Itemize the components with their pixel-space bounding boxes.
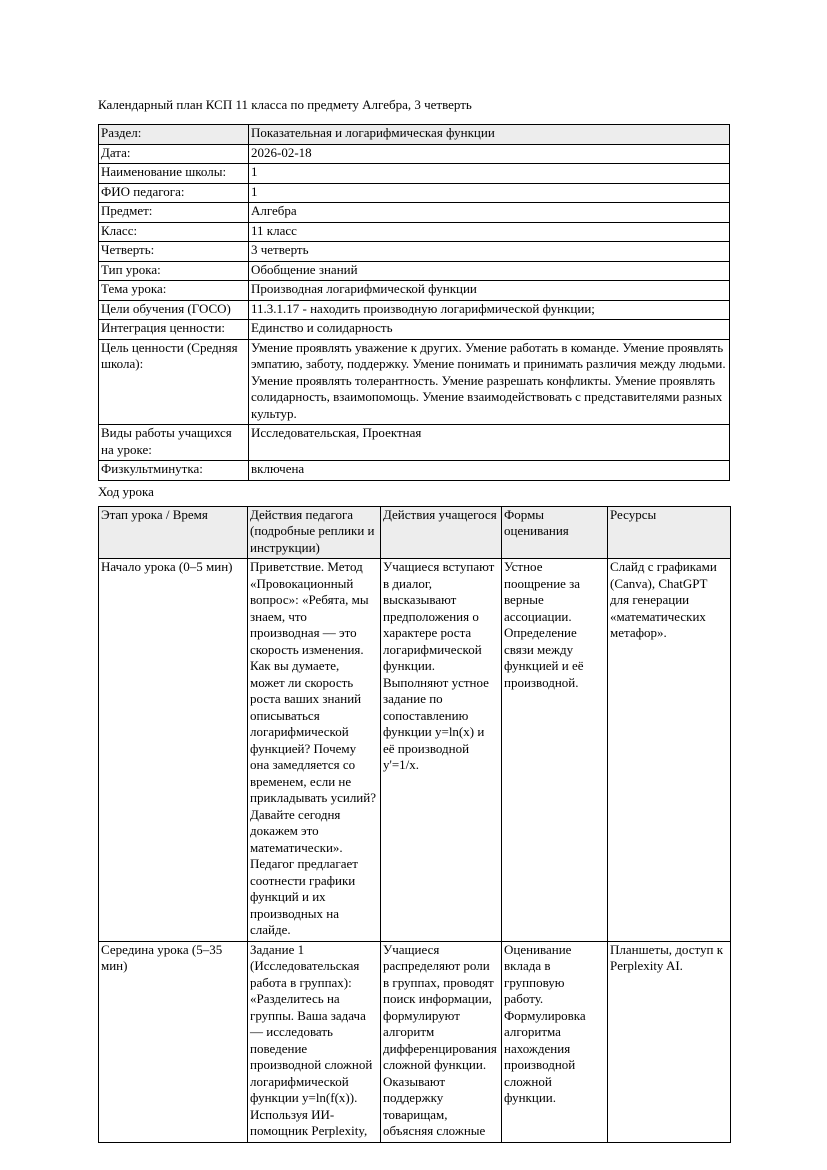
header-resources: Ресурсы — [608, 506, 731, 559]
section-heading: Ход урока — [98, 483, 154, 499]
info-label: Физкультминутка: — [99, 461, 249, 481]
lesson-info-table — [98, 124, 730, 481]
info-label: Предмет: — [99, 203, 249, 223]
header-teacher-actions: Действия педагога (подробные реплики и инструкции) — [248, 506, 381, 559]
info-label: Тип урока: — [99, 261, 249, 281]
document-title: Календарный план КСП 11 класса по предмету Алгебра, 3 четверть — [98, 97, 472, 112]
cell-teacher-actions: Задание 1 (Исследовательская работа в группах): «Разделитесь на группы. Ваша задача — исследовать поведение производной сложной логарифмической функции y=ln(f(x)). Используя ИИ-помощник Perplexity, — [248, 941, 381, 1142]
cell-student-actions: Учащиеся вступают в диалог, высказывают предположения о характере роста логарифмической функции. Выполняют устное задание по сопоставлению функции y=ln(x) и её производной y'=1/x. — [381, 559, 502, 942]
cell-student-actions: Учащиеся распределяют роли в группах, проводят поиск информации, формулируют алгоритм дифференцирования сложной функции. Оказывают поддержку товарищам, объясняя сложные — [381, 941, 502, 1142]
info-value: Умение проявлять уважение к других. Умение работать в команде. Умение проявлять эмпатию, заботу, поддержку. Умение понимать и принимать различия между людьми. Умение проявлять толерантность. Умение разрешать конфликты. Умение проявлять солидарность, взаимопомощь. Умение взаимодействовать с представителями разных культур. — [249, 339, 730, 425]
info-row-values-integration — [99, 320, 730, 340]
header-student-actions: Действия учащегося — [381, 506, 502, 559]
info-label: ФИО педагога: — [99, 183, 249, 203]
info-row-teacher-name — [99, 183, 730, 203]
info-label: Класс: — [99, 222, 249, 242]
info-value: Алгебра — [249, 203, 730, 223]
info-row-lesson-topic — [99, 281, 730, 301]
info-value: 1 — [249, 164, 730, 184]
info-value: 11.3.1.17 - находить производную логарифмической функции; — [249, 300, 730, 320]
info-value: Обобщение знаний — [249, 261, 730, 281]
header-assessment: Формы оценивания — [502, 506, 608, 559]
info-label: Наименование школы: — [99, 164, 249, 184]
info-row-goals — [99, 300, 730, 320]
info-value: Единство и солидарность — [249, 320, 730, 340]
cell-assessment: Устное поощрение за верные ассоциации. Определение связи между функцией и её производной. — [502, 559, 608, 942]
info-label: Цель ценности (Средняя школа): — [99, 339, 249, 425]
info-row-values-goal — [99, 339, 730, 425]
info-row-subject — [99, 203, 730, 223]
info-label: Виды работы учащихся на уроке: — [99, 425, 249, 461]
info-row-work-types — [99, 425, 730, 461]
info-row-quarter — [99, 242, 730, 262]
info-row-lesson-type — [99, 261, 730, 281]
info-value: Производная логарифмической функции — [249, 281, 730, 301]
lesson-row-start — [99, 559, 731, 942]
info-value: 1 — [249, 183, 730, 203]
info-value: 11 класс — [249, 222, 730, 242]
info-row-class — [99, 222, 730, 242]
info-label: Раздел: — [99, 125, 249, 145]
info-label: Дата: — [99, 144, 249, 164]
info-value: 3 четверть — [249, 242, 730, 262]
info-row-razdel — [99, 125, 730, 145]
info-row-date — [99, 144, 730, 164]
info-label: Четверть: — [99, 242, 249, 262]
info-row-school — [99, 164, 730, 184]
info-label: Интеграция ценности: — [99, 320, 249, 340]
cell-resources: Слайд с графиками (Canva), ChatGPT для генерации «математических метафор». — [608, 559, 731, 942]
lesson-header-row — [99, 506, 731, 559]
header-stage: Этап урока / Время — [99, 506, 248, 559]
info-label: Тема урока: — [99, 281, 249, 301]
cell-resources: Планшеты, доступ к Perplexity AI. — [608, 941, 731, 1142]
info-row-phys-minute — [99, 461, 730, 481]
info-label: Цели обучения (ГОСО) — [99, 300, 249, 320]
info-value: Показательная и логарифмическая функции — [249, 125, 730, 145]
info-value: включена — [249, 461, 730, 481]
info-value: Исследовательская, Проектная — [249, 425, 730, 461]
info-value: 2026-02-18 — [249, 144, 730, 164]
cell-teacher-actions: Приветствие. Метод «Провокационный вопрос»: «Ребята, мы знаем, что производная — это скорость изменения. Как вы думаете, может ли скорость роста ваших знаний описываться логарифмической функцией? Почему она замедляется со временем, если не прикладывать усилий? Давайте сегодня докажем это математически». Педагог предлагает соотнести графики функций и их производных на слайде. — [248, 559, 381, 942]
lesson-row-middle — [99, 941, 731, 1142]
cell-stage: Середина урока (5–35 мин) — [99, 941, 248, 1142]
lesson-flow-table — [98, 506, 731, 1143]
cell-assessment: Оценивание вклада в групповую работу. Формулировка алгоритма нахождения производной сложной функции. — [502, 941, 608, 1142]
cell-stage: Начало урока (0–5 мин) — [99, 559, 248, 942]
